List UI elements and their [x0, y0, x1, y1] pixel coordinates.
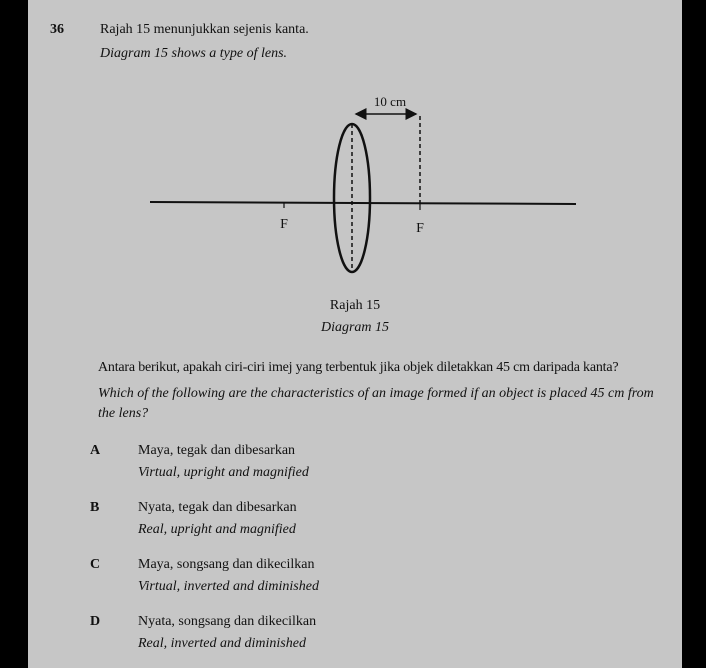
focal-point-right-label: F [416, 221, 424, 236]
lens-diagram [28, 80, 682, 290]
exam-page [28, 0, 682, 668]
distance-label: 10 cm [373, 94, 407, 109]
option-d-malay[interactable]: Nyata, songsang dan dikecilkan [138, 614, 317, 629]
option-d-english[interactable]: Real, inverted and diminished [138, 636, 306, 651]
question-number: 36 [50, 22, 64, 37]
option-a-malay[interactable]: Maya, tegak dan dibesarkan [138, 443, 296, 458]
focal-point-left-label: F [280, 217, 288, 232]
option-c-malay[interactable]: Maya, songsang dan dikecilkan [138, 557, 315, 572]
option-b-english[interactable]: Real, upright and magnified [138, 522, 296, 537]
option-a-letter[interactable]: A [90, 443, 101, 458]
question-stem-malay: Rajah 15 menunjukkan sejenis kanta. [100, 22, 309, 37]
principal-axis [150, 202, 576, 204]
option-d-letter[interactable]: D [90, 614, 101, 629]
option-a-english[interactable]: Virtual, upright and magnified [138, 465, 309, 480]
option-b-malay[interactable]: Nyata, tegak dan dibesarkan [138, 500, 297, 515]
question-prompt-malay: Antara berikut, apakah ciri-ciri imej yang terbentuk jika objek diletakkan 45 cm daripada kanta? [98, 360, 619, 375]
option-c-english[interactable]: Virtual, inverted and diminished [138, 579, 319, 594]
question-prompt-english: Which of the following are the characteristics of an image formed if an object is placed 45 cm from the lens? [98, 386, 654, 421]
option-c-letter[interactable]: C [90, 557, 101, 572]
diagram-caption-malay: Rajah 15 [329, 298, 381, 313]
question-stem-english: Diagram 15 shows a type of lens. [100, 46, 288, 61]
diagram-caption-english: Diagram 15 [320, 320, 390, 335]
option-b-letter[interactable]: B [90, 500, 100, 515]
